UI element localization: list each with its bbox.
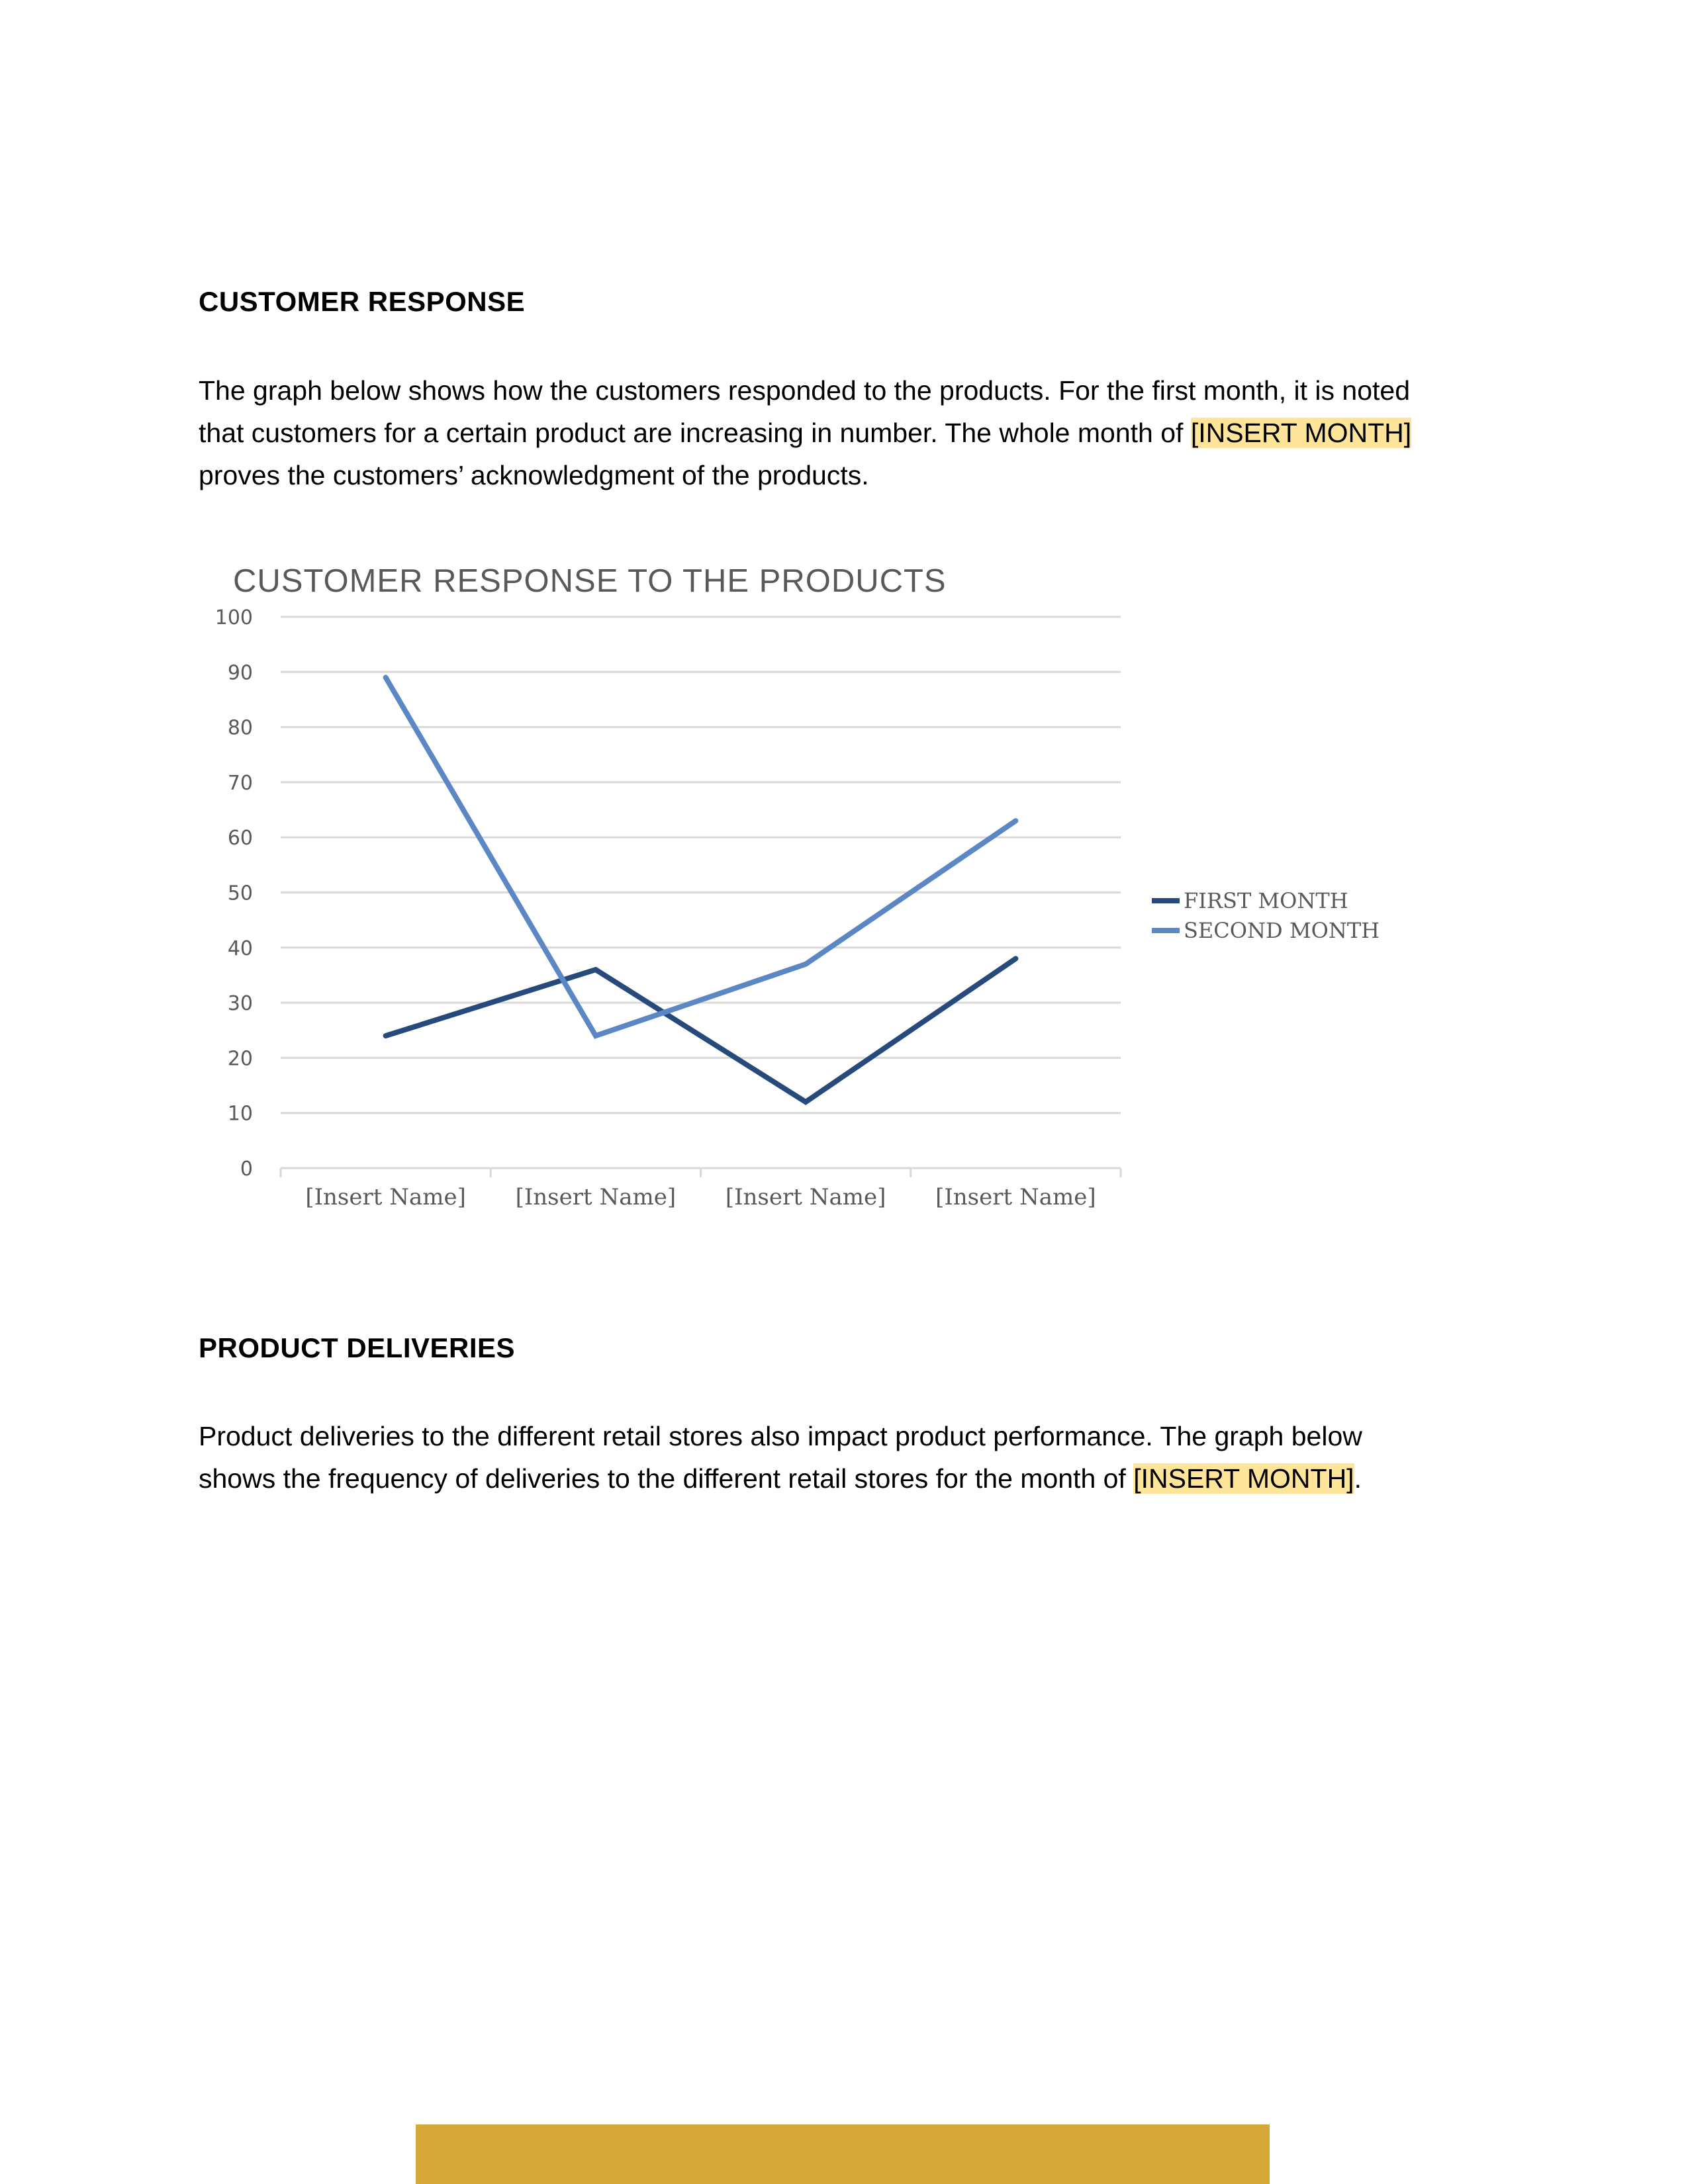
y-tick-label: 60	[227, 827, 253, 850]
data-point	[594, 1034, 597, 1037]
paragraph-line: that customers for a certain product are increasing in number. The whole month of	[199, 418, 1191, 448]
legend-label: SECOND MONTH	[1184, 918, 1380, 943]
section-heading-customer-response: CUSTOMER RESPONSE	[199, 286, 526, 317]
product-deliveries-paragraph	[199, 1415, 1496, 1500]
x-category-label: [Insert Name]	[305, 1184, 466, 1210]
y-tick-label: 40	[227, 936, 253, 960]
series-line	[386, 678, 1016, 1036]
data-point	[1014, 819, 1017, 822]
y-tick-label: 80	[227, 716, 253, 740]
data-point	[594, 968, 597, 971]
y-tick-label: 90	[227, 661, 253, 685]
paragraph-line-end: .	[1354, 1463, 1362, 1494]
x-category-label: [Insert Name]	[725, 1184, 886, 1210]
y-tick-label: 50	[227, 882, 253, 905]
section-heading-product-deliveries: PRODUCT DELIVERIES	[199, 1332, 516, 1363]
x-category-label: [Insert Name]	[515, 1184, 677, 1210]
y-tick-label: 100	[214, 606, 253, 629]
y-tick-label: 0	[240, 1158, 253, 1181]
data-point	[1014, 957, 1017, 960]
x-category-label: [Insert Name]	[935, 1184, 1096, 1210]
series-line	[386, 958, 1016, 1102]
chart-title: CUSTOMER RESPONSE TO THE PRODUCTS	[233, 563, 947, 599]
data-point	[385, 1034, 387, 1037]
paragraph-line: The graph below shows how the customers responded to the products. For the first month, it is noted	[199, 375, 1411, 406]
legend-label: FIRST MONTH	[1184, 888, 1348, 913]
y-tick-label: 30	[227, 992, 253, 1016]
paragraph-line: proves the customers’ acknowledgment of the products.	[199, 460, 869, 490]
placeholder-highlight: [INSERT MONTH]	[1190, 418, 1412, 448]
footer-accent-bar	[416, 2124, 1270, 2184]
data-point	[804, 963, 807, 966]
y-tick-label: 70	[227, 771, 253, 795]
paragraph-line: shows the frequency of deliveries to the different retail stores for the month of	[199, 1463, 1134, 1494]
paragraph-line: Product deliveries to the different retail stores also impact product performance. The graph below	[199, 1421, 1362, 1451]
data-point	[385, 676, 387, 679]
y-tick-label: 10	[227, 1102, 253, 1126]
data-point	[804, 1101, 807, 1103]
y-tick-label: 20	[227, 1047, 253, 1071]
placeholder-highlight: [INSERT MONTH]	[1133, 1463, 1354, 1494]
